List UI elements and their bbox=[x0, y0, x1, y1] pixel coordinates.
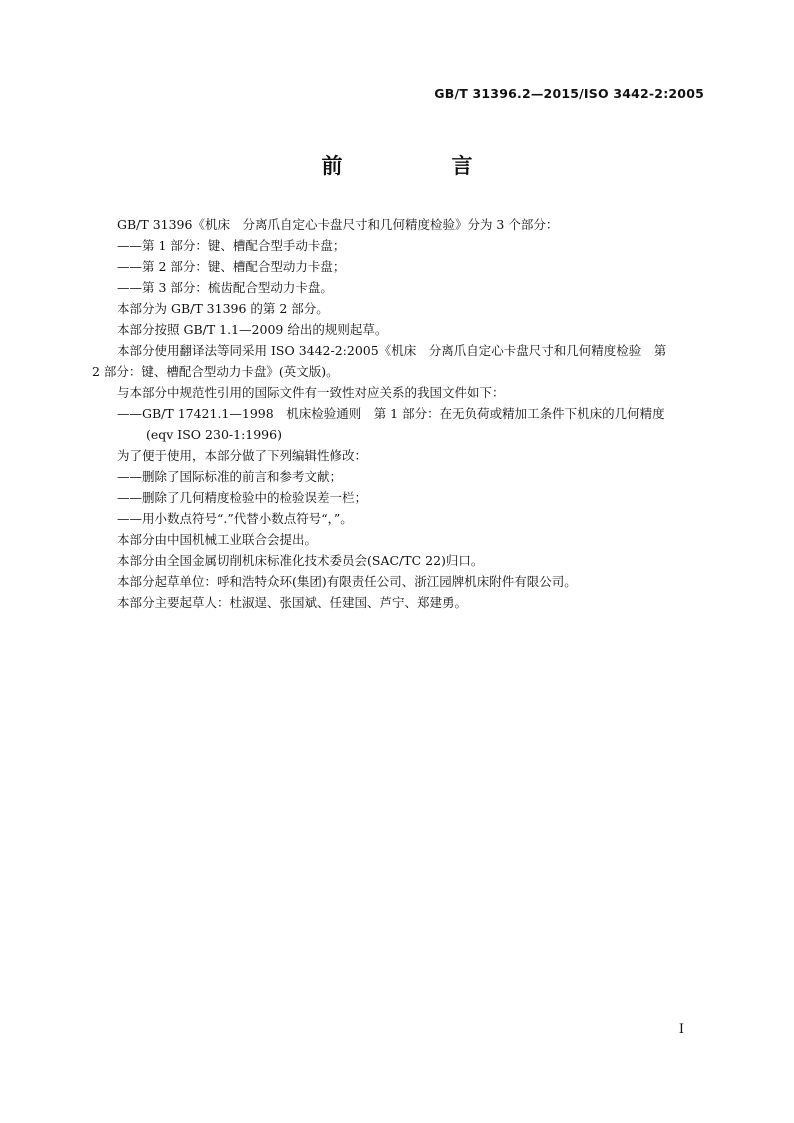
list-item: ——GB/T 17421.1—1998 机床检验通则 第 1 部分：在无负荷或精加工条件下机床的几何精度 bbox=[117, 406, 665, 421]
list-item: ——用小数点符号“.”代替小数点符号“，”。 bbox=[117, 511, 353, 526]
paragraph: 本部分由中国机械工业联合会提出。 bbox=[117, 532, 318, 547]
paragraph: 本部分为 GB/T 31396 的第 2 部分。 bbox=[117, 301, 329, 316]
paragraph: 本部分主要起草人：杜淑逞、张国斌、任建国、芦宁、郑建勇。 bbox=[117, 595, 468, 610]
paragraph: 为了便于使用，本部分做了下列编辑性修改： bbox=[117, 448, 368, 463]
list-item-continuation: (eqv ISO 230-1:1996) bbox=[146, 427, 282, 442]
list-item: ——第 2 部分：键、槽配合型动力卡盘； bbox=[117, 259, 346, 274]
page-title: 前 言 bbox=[321, 154, 517, 178]
standard-code: GB/T 31396.2—2015/ISO 3442-2:2005 bbox=[434, 86, 704, 101]
paragraph-continuation: 2 部分：键、槽配合型动力卡盘》(英文版)。 bbox=[92, 364, 339, 379]
paragraph: GB/T 31396《机床 分离爪自定心卡盘尺寸和几何精度检验》分为 3 个部分： bbox=[117, 217, 559, 232]
paragraph: 本部分使用翻译法等同采用 ISO 3442-2:2005《机床 分离爪自定心卡盘尺寸和几何精度检验 第 bbox=[117, 343, 667, 358]
paragraph: 本部分起草单位：呼和浩特众环(集团)有限责任公司、浙江园牌机床附件有限公司。 bbox=[117, 574, 577, 589]
page-number: I bbox=[678, 1022, 684, 1037]
list-item: ——删除了几何精度检验中的检验误差一栏； bbox=[117, 490, 368, 505]
foreword-body bbox=[92, 214, 710, 613]
list-item: ——第 1 部分：键、槽配合型手动卡盘； bbox=[117, 238, 346, 253]
list-item: ——删除了国际标准的前言和参考文献； bbox=[117, 469, 343, 484]
paragraph: 与本部分中规范性引用的国际文件有一致性对应关系的我国文件如下： bbox=[117, 385, 505, 400]
paragraph: 本部分由全国金属切削机床标准化技术委员会(SAC/TC 22)归口。 bbox=[117, 553, 484, 568]
paragraph: 本部分按照 GB/T 1.1—2009 给出的规则起草。 bbox=[117, 322, 388, 337]
list-item: ——第 3 部分：梳齿配合型动力卡盘。 bbox=[117, 280, 333, 295]
